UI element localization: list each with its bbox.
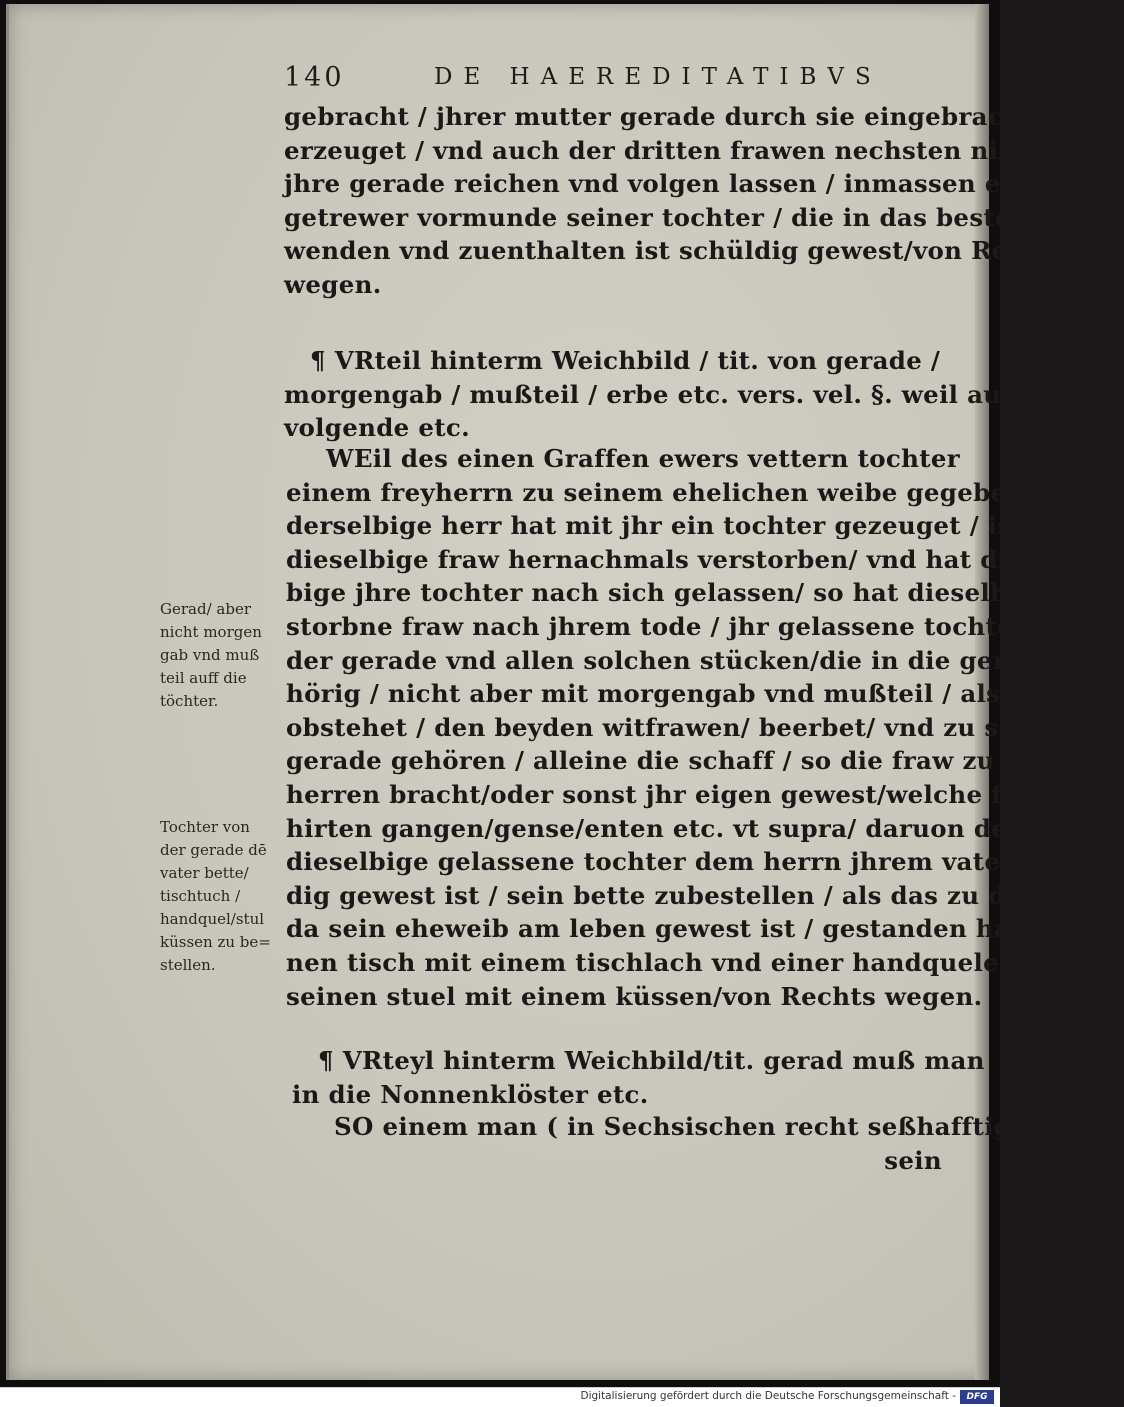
margin-line: küssen zu be= <box>160 933 271 951</box>
text-line: dig gewest ist / sein bette zubestellen / als das zu der zeit/ <box>286 880 1105 910</box>
paragraph-2 <box>286 442 1124 1013</box>
text-line: herren bracht/oder sonst jhr eigen gewest/welche für den <box>286 779 1094 809</box>
page-number: 140 <box>284 62 345 93</box>
text-line: hörig / nicht aber mit morgengab vnd mußteil / als wie <box>286 679 1056 709</box>
margin-line: der gerade dē <box>160 841 267 859</box>
paragraph-3 <box>294 1110 1032 1177</box>
text-line: nen tisch mit einem tischlach vnd einer handquelen/vnd <box>286 947 1077 977</box>
text-line: einem freyherrn zu seinem ehelichen weibe gegeben/vnd <box>286 477 1084 507</box>
text-line: storbne fraw nach jhrem tode / jhr gelassene tochter mit <box>286 611 1083 641</box>
text-line: bige jhre tochter nach sich gelassen/ so hat dieselbige ver= <box>286 578 1124 608</box>
running-title: DE HAEREDITATIBVS <box>434 64 882 90</box>
text-line: obstehet / den beyden witfrawen/ beerbet/ vnd zu solcher <box>286 712 1088 742</box>
text-line: ¶ VRteyl hinterm Weichbild/tit. gerad muß man <box>318 1046 985 1075</box>
text-line: seinen stuel mit einem küssen/von Rechts wegen. <box>286 981 983 1011</box>
margin-line: handquel/stul <box>160 910 265 928</box>
margin-line: teil auff die <box>160 669 247 687</box>
margin-line: tischtuch / <box>160 887 241 905</box>
margin-line: stellen. <box>160 956 216 974</box>
text-line: gebracht / jhrer mutter gerade durch sie eingebracht vnd <box>284 102 1092 131</box>
margin-line: Gerad/ aber <box>160 600 251 618</box>
text-line: derselbige herr hat mit jhr ein tochter gezeuget / ist denn <box>286 511 1102 541</box>
text-line: wegen. <box>284 269 382 299</box>
text-line: gerade gehören / alleine die schaff / so die fraw zu jhrem <box>286 746 1087 776</box>
text-line: erzeuget / vnd auch der dritten frawen nechsten nifftel / <box>284 135 1076 165</box>
text-line: wenden vnd zuenthalten ist schüldig gewest/von Rechts <box>284 236 1067 266</box>
text-line: dieselbige gelassene tochter dem herrn jhrem vater schül= <box>286 847 1119 877</box>
paragraph-1 <box>284 100 1092 302</box>
text-line: SO einem man ( in Sechsischen recht seßhafftig ) <box>334 1112 1032 1141</box>
section-heading-3 <box>292 1044 985 1111</box>
funding-credit[interactable]: Digitalisierung gefördert durch die Deutsche Forschungsgemeinschaft - <box>580 1390 956 1402</box>
footer-bar <box>0 1387 1000 1407</box>
text-line: WEil des einen Graffen ewers vettern tochter <box>326 444 960 473</box>
text-line: dieselbige fraw hernachmals verstorben/ vnd hat diesel= <box>286 544 1084 574</box>
text-line: jhre gerade reichen vnd volgen lassen / inmassen er als <box>284 169 1063 199</box>
margin-note-tochter <box>160 816 271 977</box>
text-line: da sein eheweib am leben gewest ist / gestanden hat / sei= <box>286 914 1110 944</box>
margin-line: nicht morgen <box>160 623 262 641</box>
text-line: getrewer vormunde seiner tochter / die in das beste zu= <box>284 202 1073 232</box>
text-line: morgengab / mußteil / erbe etc. vers. vel. §. weil auch <box>284 379 1035 409</box>
text-line: der gerade vnd allen solchen stücken/die in die gerade ge= <box>286 645 1119 675</box>
margin-line: gab vnd muß <box>160 646 260 664</box>
margin-line: vater bette/ <box>160 864 249 882</box>
section-heading-2 <box>284 344 1035 445</box>
dfg-logo-icon[interactable]: DFG <box>960 1390 994 1404</box>
text-line: ¶ VRteil hinterm Weichbild / tit. von gerade / <box>310 346 941 375</box>
catchword: sein <box>884 1145 942 1175</box>
text-line: in die Nonnenklöster etc. <box>292 1079 649 1109</box>
margin-note-gerad <box>160 598 262 713</box>
text-line: hirten gangen/gense/enten etc. vt supra/ daruon denn <box>286 813 1044 843</box>
text-line: volgende etc. <box>284 413 470 443</box>
margin-line: Tochter von <box>160 818 250 836</box>
margin-line: töchter. <box>160 692 219 710</box>
running-head <box>0 62 1000 102</box>
